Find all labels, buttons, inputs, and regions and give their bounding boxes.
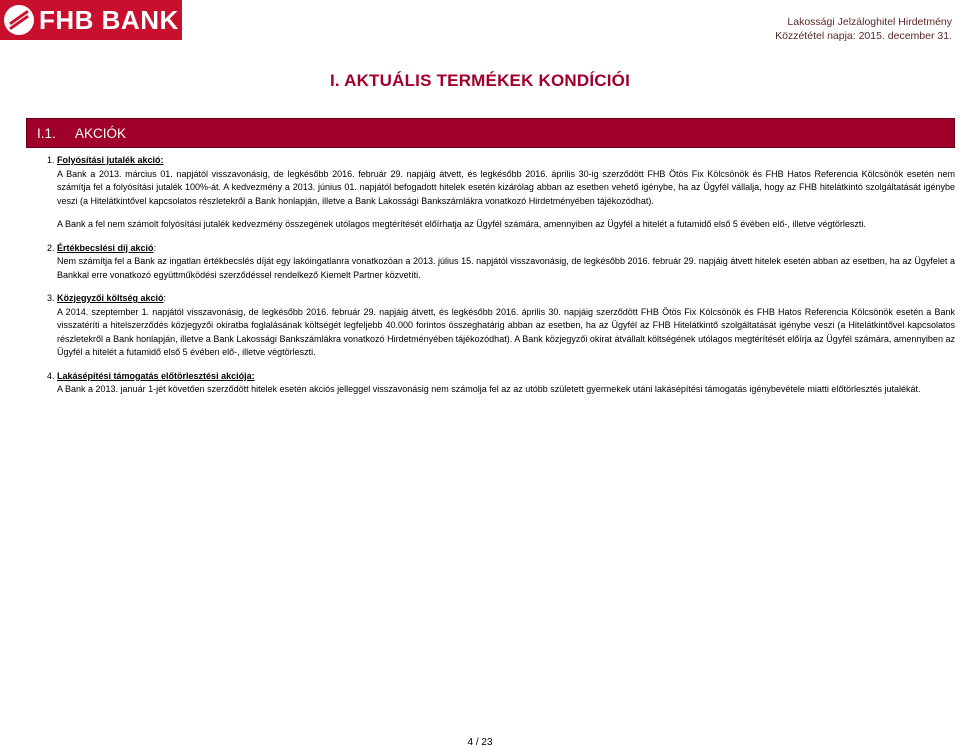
item-paragraph: A Bank a fel nem számolt folyósítási jutalék kedvezmény összegének utólagos megtérítését előírhatja az Ügyfél számára, amennyiben az Ügyfél a hitelét a futamidő első 5 évében elő-, illetve végtörleszti. (57, 219, 866, 229)
item-number: 1. (47, 155, 55, 165)
publication-date: Közzététel napja: 2015. december 31. (775, 30, 952, 42)
item-title-suffix: : (163, 293, 167, 303)
promotion-item-3 (47, 292, 955, 360)
item-paragraph: Nem számítja fel a Bank az ingatlan értékbecslés díját egy lakóingatlanra vonatkozóan a 2013. július 15. napjától visszavonásig, de legkésőbb 2016. február 29. napjáig átvett hitelek esetén abban az esetben, ha az Ügyfelet a Bankkal erre vonatkozó együttműködési szerződéssel rendelkező Kiemelt Partner közvetíti. (57, 256, 955, 280)
item-paragraph: A 2014. szeptember 1. napjától visszavonásig, de legkésőbb 2016. február 29. napjáig átvett, és legkésőbb 2016. április 30. napjáig szerződött FHB Ötös Fix Kölcsönök és FHB Hatos Referencia Kölcsönök esetén a Bank visszatéríti a hitelszerződés közjegyzői okiratba foglalásának költségét legfeljebb 40.000 forintos összeghatárig abban az esetben, ha az Ügyfél az FHB Hitelátkintő szolgáltatását igénybe veszi (a Hitelátkintővel kapcsolatos részletekről a Bank honlapján, illetve a Bank Lakossági Bankszámlákra vonatkozó Hirdetményében tájékozódhat). A Bank közjegyzői okirat átvállalt költségének utólagos megtérítését előírja az Ügyfél számára, amennyiben az Ügyfél a hitelét a futamidő első 5 évében elő-, illetve végtörleszti. (57, 306, 955, 357)
item-number: 4. (47, 370, 55, 381)
promotion-item-1 (47, 154, 955, 232)
fhb-logo-mark-icon (4, 5, 34, 35)
item-title: Közjegyzői költség akció (57, 293, 164, 303)
item-paragraph: A Bank a 2013. március 01. napjától visszavonásig, de legkésőbb 2016. február 29. napjáig átvett, és legkésőbb 2016. április 30-ig szerződött FHB Ötös Fix Kölcsönök és FHB Hatos Referencia Kölcsönök esetén nem számítja fel a folyósítási jutalék 100%-át. A kedvezmény a 2013. június 01. napjától befogadott hitelek esetén kizárólag abban az esetben vehető igénybe, ha az Ügyfél vállalja, hogy az FHB hitelátkintó szolgáltatását igénybe veszi (a Hitelátkintővel kapcsolatos részletekről a Bank honlapján, illetve a Bank Lakossági Bankszámlákra vonatkozó Hirdetményében tájékozódhat). (57, 168, 955, 206)
item-title-suffix: : (153, 242, 157, 253)
document-title: Lakossági Jelzáloghitel Hirdetmény (787, 16, 952, 28)
section-header (26, 118, 955, 148)
page-number: 4 / 23 (467, 737, 493, 748)
item-title: Folyósítási jutalék akció: (57, 155, 164, 165)
brand-name: FHB BANK (39, 4, 179, 35)
section-label: AKCIÓK (75, 125, 127, 141)
promotion-item-4 (47, 370, 955, 397)
section-number: I.1. (37, 125, 56, 141)
item-number: 3. (47, 293, 55, 303)
fhb-bank-logo (0, 0, 182, 40)
item-number: 2. (47, 242, 55, 253)
item-title: Értékbecslési díj akció (57, 242, 154, 253)
document-body (47, 154, 955, 397)
page-title: I. AKTUÁLIS TERMÉKEK KONDÍCIÓI (329, 71, 631, 90)
item-paragraph: A Bank a 2013. január 1-jét követően szerződött hitelek esetén akciós jelleggel visszavonásig nem számolja fel az az utóbb született gyermekek utáni lakásépítési támogatás igénybevétele miatti előtörlesztés jutalékát. (57, 384, 921, 394)
document-header (775, 15, 952, 43)
item-title: Lakásépítési támogatás előtörlesztési akciója: (57, 370, 255, 381)
promotion-item-2 (47, 242, 955, 283)
